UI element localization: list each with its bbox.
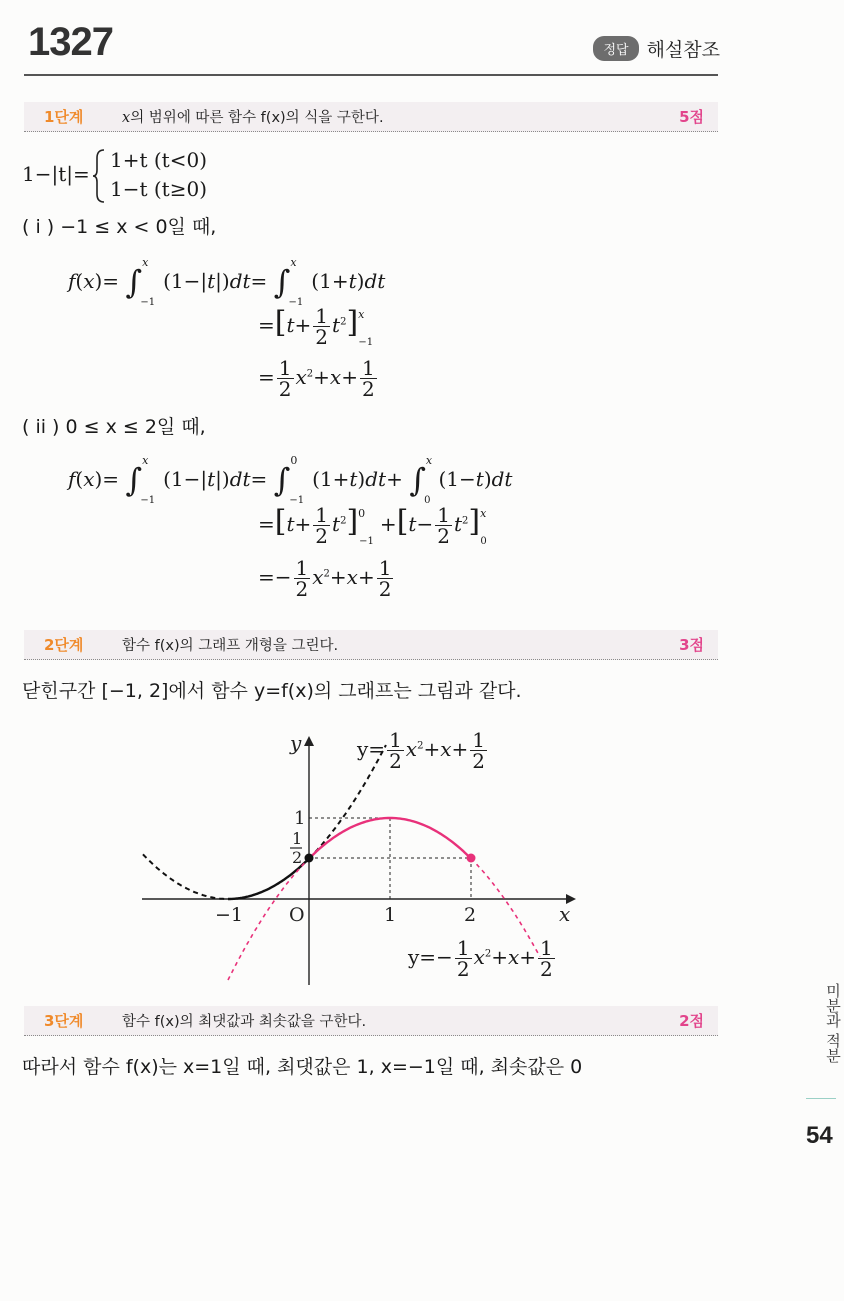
step-2-title: 함수 f(x)의 그래프 개형을 그린다.: [122, 638, 339, 654]
y-axis-arrow: [304, 736, 314, 746]
x-tick-1: 1: [384, 904, 397, 926]
step-2-points: 3점: [679, 636, 704, 654]
case-i-line-1: f(x)= ∫$^x_{-1}$(1−|t|)dt= ∫$^x_{-1}$(1+t)dt: [68, 256, 386, 308]
answer-box: [593, 35, 720, 62]
answer-text: 해설참조: [646, 39, 720, 61]
x-axis-label: x: [559, 902, 571, 926]
upper-parabola-dashed-left: [143, 854, 228, 899]
step-3-tag: 3단계: [44, 1012, 84, 1030]
piecewise-case-1: 1+t (t<0): [110, 148, 208, 172]
case-ii-line-3: =− $\frac{1}{2}$ $x^2+x+$ $\frac{1}{2}$: [258, 556, 392, 601]
left-brace: [92, 148, 108, 204]
step-3-sentence: 따라서 함수 f(x)는 x=1일 때, 최댓값은 1, x=−1일 때, 최솟값은 0: [22, 1056, 583, 1078]
side-chapter-label: 미분과 적분: [824, 983, 842, 1063]
page-number: 54: [806, 1122, 833, 1149]
step-3-points: 2점: [679, 1012, 704, 1030]
case-ii-line-1: f(x)= ∫$^x_{-1}$(1−|t|)dt= ∫$^0_{-1}$(1+t)dt+ ∫$^x_0$(1−t)dt: [68, 454, 513, 506]
step-2-sentence: 닫힌구간 [−1, 2]에서 함수 y=f(x)의 그래프는 그림과 같다.: [22, 680, 522, 702]
y-tick-half-den: 2: [292, 848, 303, 867]
step-1-tag: 1단계: [44, 108, 84, 126]
case-i-line-3: = $\frac{1}{2}$ $x^2+x+$ $\frac{1}{2}$: [258, 356, 375, 401]
case-i-line-2: =[t+ $\frac{1}{2}$ $t^2]^x_{-1}$: [258, 304, 374, 349]
abs-lhs: 1−|t|=: [22, 162, 90, 186]
lower-curve-label-lhs: y=−: [408, 945, 453, 969]
origin-label: O: [289, 904, 305, 926]
case-ii-line-2: =[t+ $\frac{1}{2}$ $t^2]^0_{-1}+[t-$ $\frac{1}{2}$ $t^2]^x_0$: [258, 503, 487, 548]
upper-curve-label: y= $\frac{1}{2}$ $x^2+x+$ $\frac{1}{2}$: [357, 728, 485, 773]
case-ii-label: ( ii ) 0 ≤ x ≤ 2일 때,: [22, 416, 206, 438]
y-tick-half-num: 1: [292, 829, 303, 848]
step-1-title: [122, 106, 384, 127]
side-tab-rule: [806, 1098, 836, 1099]
step-2-bar: [24, 630, 718, 660]
lower-curve-label: y=− $\frac{1}{2}$ $x^2+x+$ $\frac{1}{2}$: [408, 936, 553, 981]
step-3-bar: [24, 1006, 718, 1036]
step-3-title: 함수 f(x)의 최댓값과 최솟값을 구한다.: [122, 1014, 367, 1030]
header-rule: [24, 74, 718, 76]
step-2-tag: 2단계: [44, 636, 84, 654]
answer-badge: 정답: [593, 36, 638, 61]
x-tick-neg1: −1: [215, 904, 244, 926]
point-end: [467, 854, 476, 863]
case-i-label: ( i ) −1 ≤ x < 0일 때,: [22, 216, 217, 238]
step-1-points: 5점: [679, 108, 704, 126]
point-origin-half: [305, 854, 314, 863]
piecewise-case-2: 1−t (t≥0): [110, 177, 208, 201]
y-tick-1: 1: [294, 808, 306, 829]
y-axis-label: y: [290, 731, 302, 755]
problem-number: 1327: [28, 20, 113, 64]
x-tick-2: 2: [464, 904, 477, 926]
upper-curve-label-lhs: y=: [357, 737, 386, 761]
step-1-bar: [24, 102, 718, 132]
step-1-title-var: x: [122, 110, 131, 126]
step-1-title-text: 의 범위에 따른 함수 f(x)의 식을 구한다.: [130, 110, 384, 126]
